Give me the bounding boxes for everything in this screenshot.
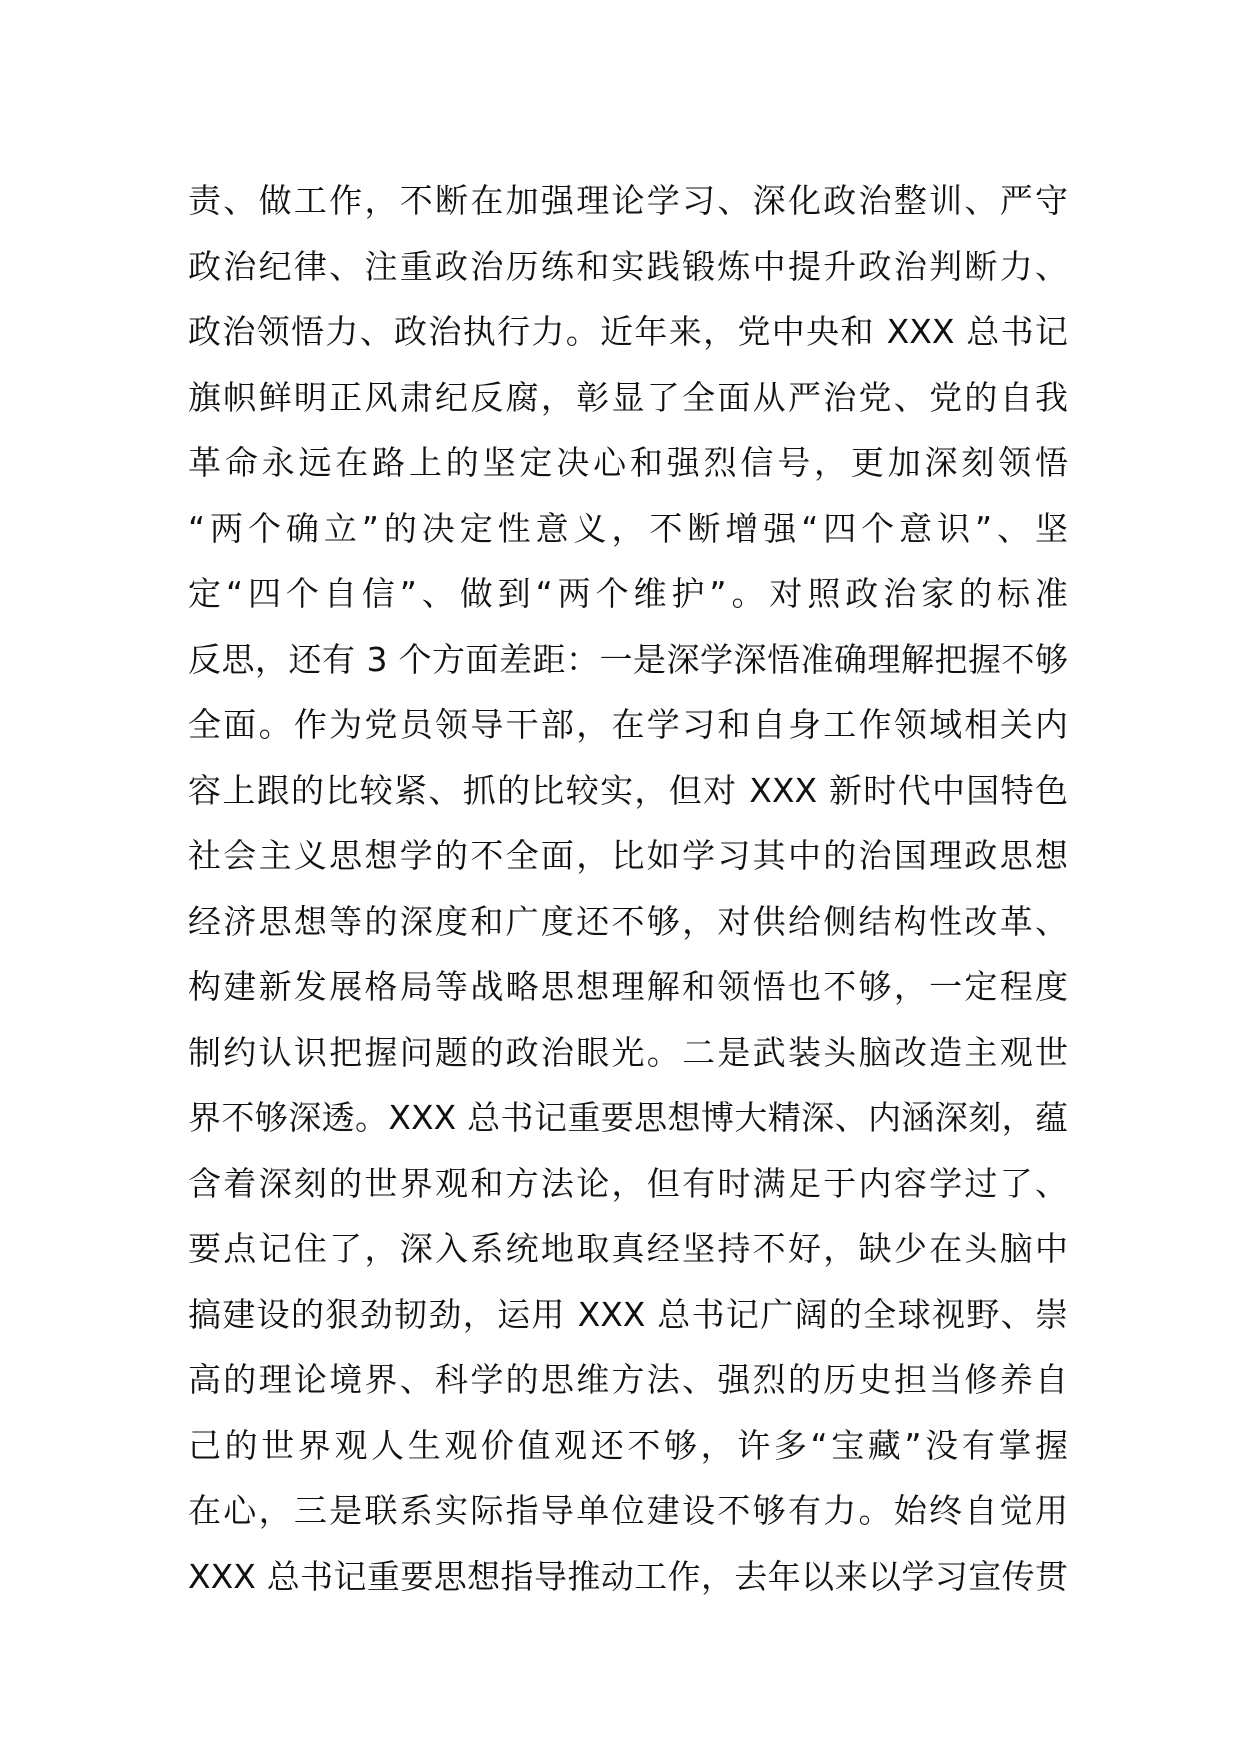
text-line: 政治纪律、注重政治历练和实践锻炼中提升政治判断力、	[188, 246, 1068, 286]
text-line: 制约认识把握问题的政治眼光。二是武装头脑改造主观世	[188, 1032, 1068, 1072]
text-line: 含着深刻的世界观和方法论，但有时满足于内容学过了、	[188, 1163, 1068, 1203]
text-line: “两个确立”的决定性意义，不断增强“四个意识”、坚	[188, 508, 1068, 548]
body-paragraph	[188, 168, 1068, 1609]
text-line: 构建新发展格局等战略思想理解和领悟也不够，一定程度	[188, 967, 1068, 1006]
text-line: 容上跟的比较紧、抓的比较实，但对 XXX 新时代中国特色	[188, 770, 1068, 810]
text-line: 在心，三是联系实际指导单位建设不够有力。始终自觉用	[188, 1491, 1068, 1530]
text-line: 搞建设的狠劲韧劲，运用 XXX 总书记广阔的全球视野、崇	[188, 1294, 1068, 1334]
text-line: 反思，还有 3 个方面差距：一是深学深悟准确理解把握不够	[188, 639, 1068, 679]
text-line: 全面。作为党员领导干部，在学习和自身工作领域相关内	[188, 705, 1068, 744]
text-line: 高的理论境界、科学的思维方法、强烈的历史担当修养自	[188, 1360, 1068, 1399]
text-line: 经济思想等的深度和广度还不够，对供给侧结构性改革、	[188, 901, 1068, 941]
text-line: 界不够深透。XXX 总书记重要思想博大精深、内涵深刻，蕴	[188, 1098, 1068, 1137]
text-line: 定“四个自信”、做到“两个维护”。对照政治家的标准	[188, 574, 1068, 613]
text-line: 革命永远在路上的坚定决心和强烈信号，更加深刻领悟	[188, 443, 1068, 482]
text-line: XXX 总书记重要思想指导推动工作，去年以来以学习宣传贯	[188, 1556, 1068, 1596]
text-line: 旗帜鲜明正风肃纪反腐，彰显了全面从严治党、党的自我	[188, 377, 1068, 417]
text-line: 责、做工作，不断在加强理论学习、深化政治整训、严守	[188, 181, 1068, 220]
text-line: 己的世界观人生观价值观还不够，许多“宝藏”没有掌握	[188, 1425, 1068, 1465]
text-line: 要点记住了，深入系统地取真经坚持不好，缺少在头脑中	[188, 1229, 1068, 1268]
text-line: 社会主义思想学的不全面，比如学习其中的治国理政思想	[188, 836, 1068, 875]
text-line: 政治领悟力、政治执行力。近年来，党中央和 XXX 总书记	[188, 312, 1068, 351]
